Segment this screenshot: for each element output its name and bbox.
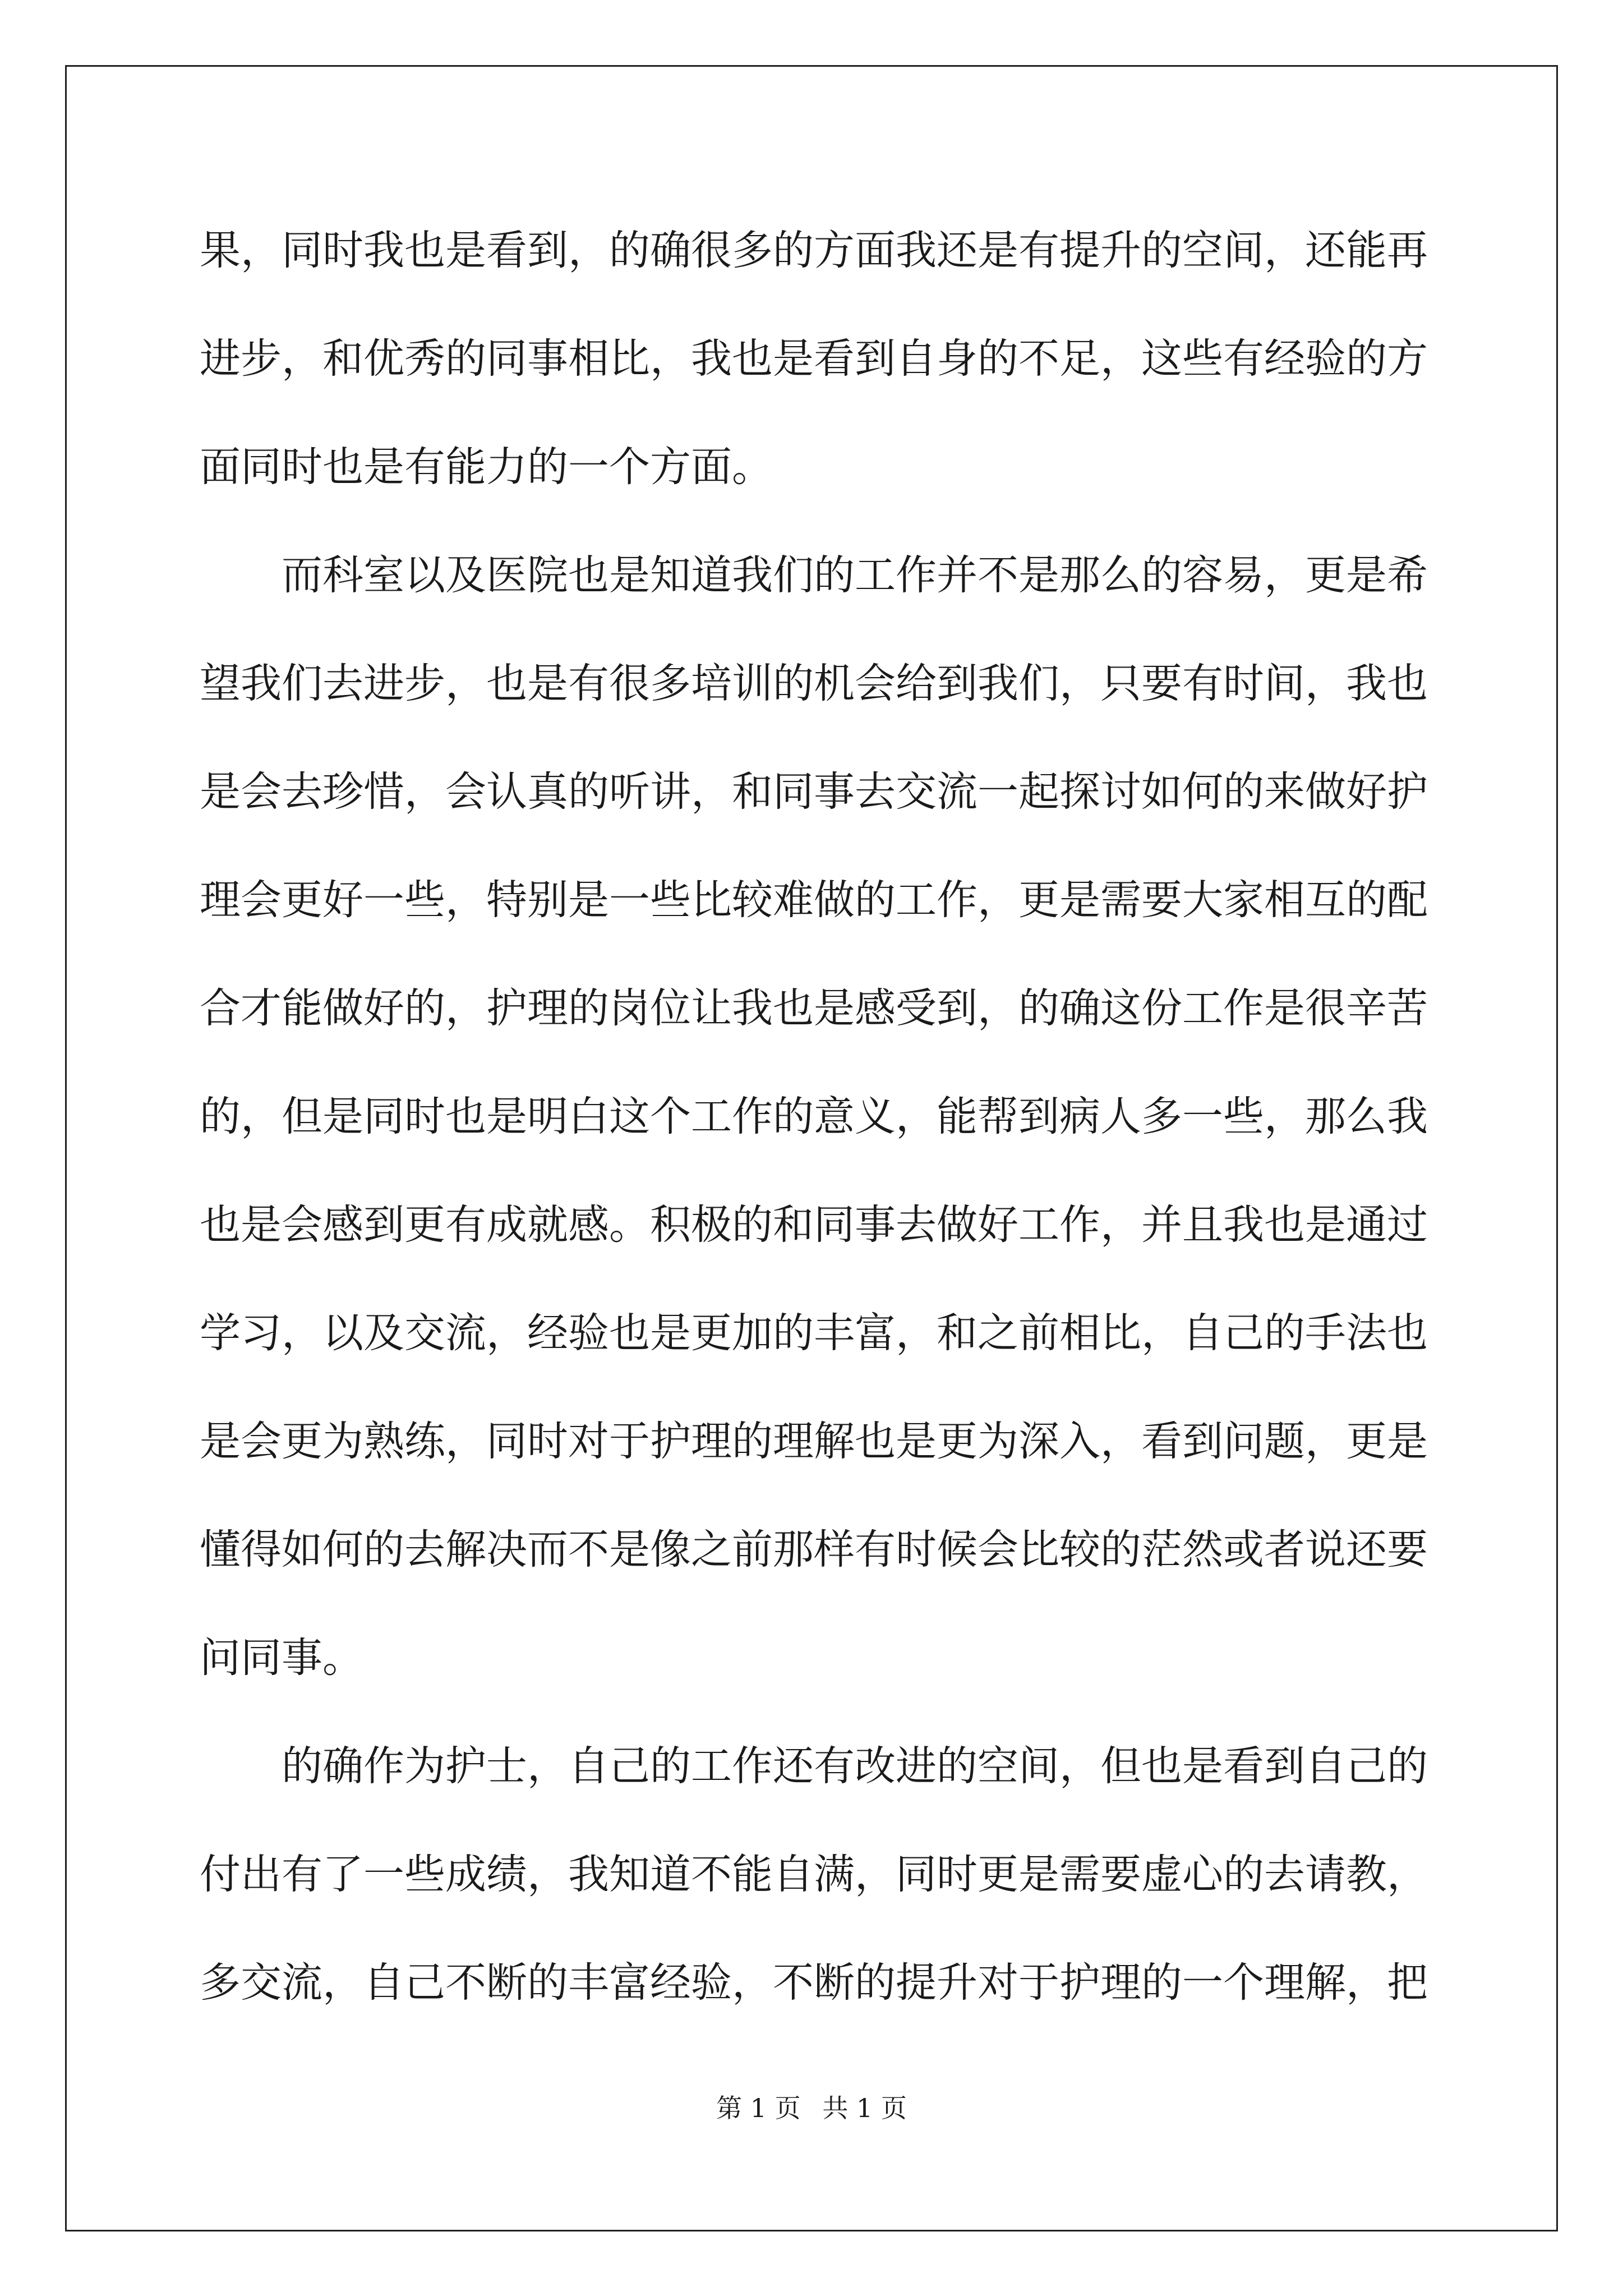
text-line: 的，但是同时也是明白这个工作的意义，能帮到病人多一些，那么我	[200, 1093, 1428, 1140]
document-body	[200, 218, 1428, 2058]
text-line: 合才能做好的，护理的岗位让我也是感受到，的确这份工作是很辛苦	[200, 984, 1428, 1032]
page-footer	[0, 2088, 1623, 2125]
text-line: 付出有了一些成绩，我知道不能自满，同时更是需要虚心的去请教，	[200, 1851, 1428, 1898]
page-total: 共 1 页	[822, 2093, 907, 2123]
text-line: 而科室以及医院也是知道我们的工作并不是那么的容易，更是希	[282, 551, 1428, 599]
text-line: 是会去珍惜，会认真的听讲，和同事去交流一起探讨如何的来做好护	[200, 768, 1428, 816]
text-line: 进步，和优秀的同事相比，我也是看到自身的不足，这些有经验的方	[200, 335, 1428, 383]
text-line: 面同时也是有能力的一个方面。	[200, 443, 773, 491]
text-line: 是会更为熟练，同时对于护理的理解也是更为深入，看到问题，更是	[200, 1418, 1428, 1465]
page-number: 第 1 页	[716, 2093, 801, 2123]
text-line: 望我们去进步，也是有很多培训的机会给到我们，只要有时间，我也	[200, 660, 1428, 707]
text-line: 多交流，自己不断的丰富经验，不断的提升对于护理的一个理解，把	[200, 1959, 1428, 2007]
text-line: 的确作为护士，自己的工作还有改进的空间，但也是看到自己的	[282, 1742, 1428, 1790]
text-line: 懂得如何的去解决而不是像之前那样有时候会比较的茫然或者说还要	[200, 1526, 1428, 1573]
text-line: 理会更好一些，特别是一些比较难做的工作，更是需要大家相互的配	[200, 876, 1428, 924]
text-line: 果，同时我也是看到，的确很多的方面我还是有提升的空间，还能再	[200, 227, 1428, 274]
text-line: 也是会感到更有成就感。积极的和同事去做好工作，并且我也是通过	[200, 1201, 1428, 1249]
text-line: 学习，以及交流，经验也是更加的丰富，和之前相比，自己的手法也	[200, 1309, 1428, 1357]
text-line: 问同事。	[200, 1634, 363, 1682]
